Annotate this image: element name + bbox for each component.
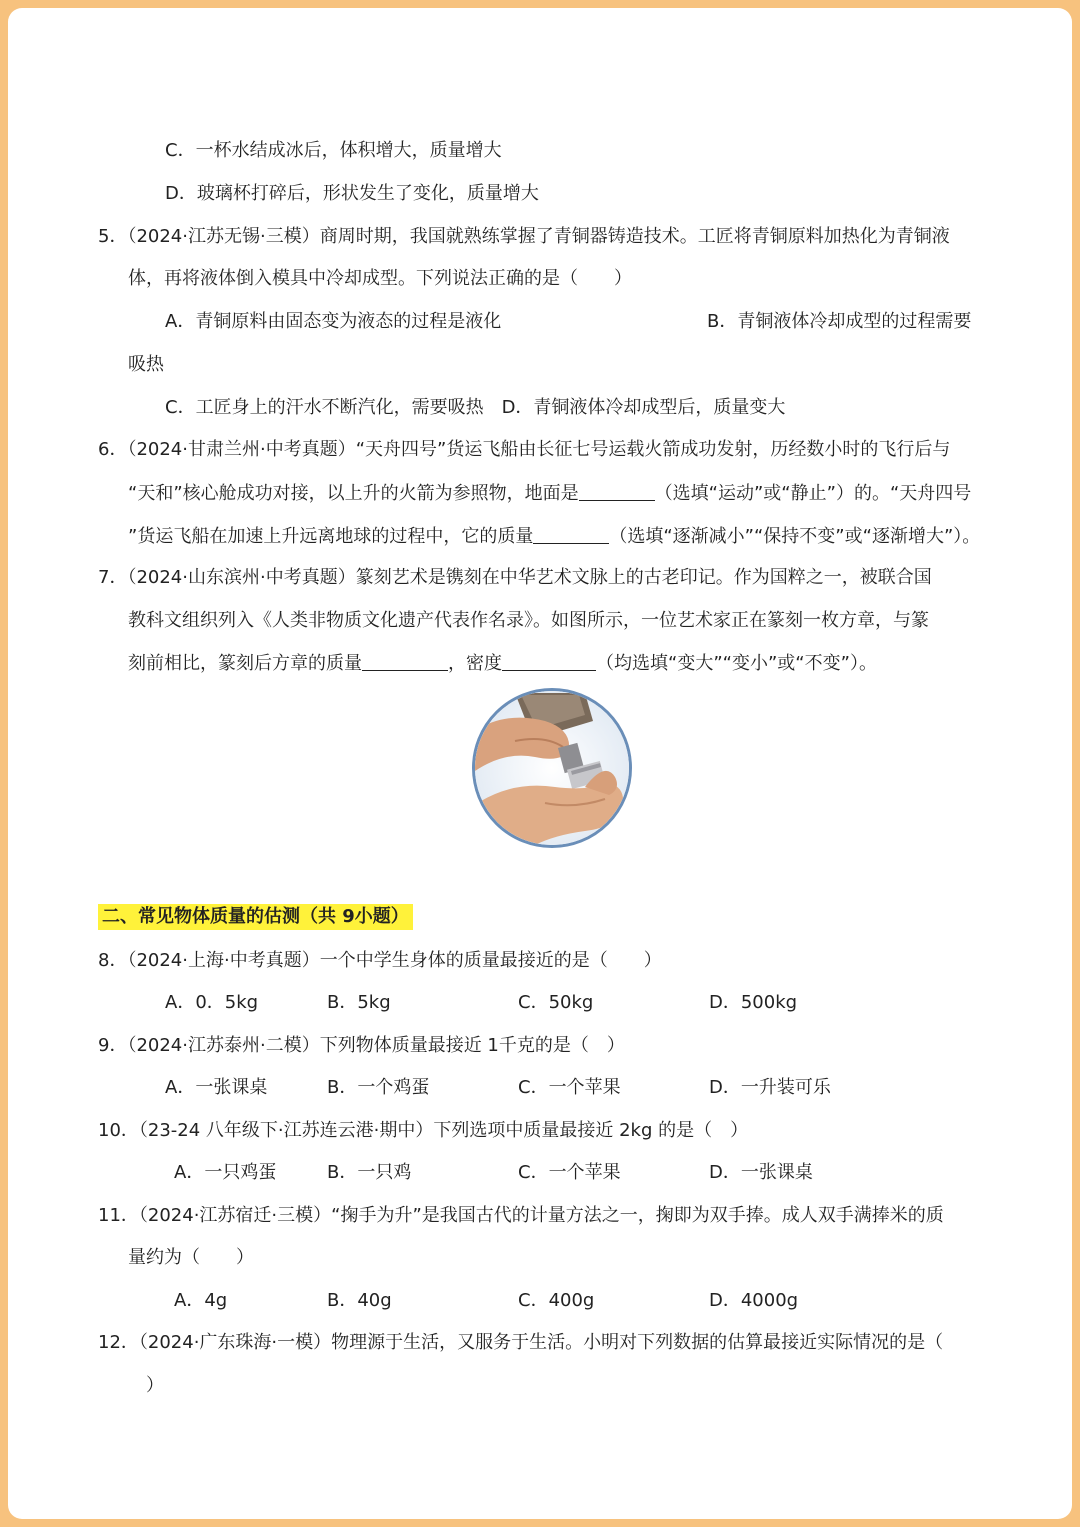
q9-option-d[interactable]: D．一升装可乐 bbox=[709, 1077, 831, 1098]
seal-carving-illustration bbox=[475, 691, 629, 845]
q10-option-a[interactable]: A．一只鸡蛋 bbox=[174, 1162, 277, 1183]
q11-stem-line2: 量约为（ ） bbox=[128, 1247, 254, 1268]
q11-option-a[interactable]: A．4g bbox=[174, 1290, 228, 1311]
q6-line3-text-b: （选填“逐渐减小”“保持不变”或“逐渐增大”）。 bbox=[609, 526, 981, 547]
q5-stem-line1: 5．（2024·江苏无锡·三模）商周时期，我国就熟练掌握了青铜器铸造技术。工匠将青铜原料加热化为青铜液 bbox=[98, 226, 950, 247]
q5-option-b: B．青铜液体冷却成型的过程需要 bbox=[707, 311, 972, 332]
q7-stem-line1: 7．（2024·山东滨州·中考真题）篆刻艺术是镌刻在中华艺术文脉上的古老印记。作为国粹之一，被联合国 bbox=[98, 567, 932, 588]
q5-option-a: A．青铜原料由固态变为液态的过程是液化 bbox=[165, 311, 502, 332]
q6-answer-blank-2[interactable] bbox=[533, 523, 609, 544]
q7-answer-blank-mass[interactable] bbox=[362, 650, 448, 671]
q10-option-b[interactable]: B．一只鸡 bbox=[327, 1162, 412, 1183]
q7-answer-blank-density[interactable] bbox=[502, 650, 596, 671]
q5-options-cd: C．工匠身上的汗水不断汽化，需要吸热 D．青铜液体冷却成型后，质量变大 bbox=[165, 397, 786, 418]
q11-stem-line1: 11．（2024·江苏宿迁·三模）“掬手为升”是我国古代的计量方法之一，掬即为双手捧。成人双手满捧米的质 bbox=[98, 1205, 944, 1226]
q12-stem-line2: ） bbox=[146, 1375, 164, 1396]
q6-line2-text-a: “天和”核心舱成功对接，以上升的火箭为参照物，地面是 bbox=[128, 483, 579, 504]
q7-stem-line3 bbox=[128, 650, 877, 677]
q8-stem: 8．（2024·上海·中考真题）一个中学生身体的质量最接近的是（ ） bbox=[98, 950, 662, 971]
q10-stem: 10．（23-24 八年级下·江苏连云港·期中）下列选项中质量最接近 2kg 的是（ ） bbox=[98, 1120, 749, 1141]
q9-option-c[interactable]: C．一个苹果 bbox=[518, 1077, 621, 1098]
q12-stem-line1: 12．（2024·广东珠海·一模）物理源于生活，又服务于生活。小明对下列数据的估算最接近实际情况的是（ bbox=[98, 1332, 944, 1353]
q6-stem-line3 bbox=[128, 523, 980, 550]
seal-carving-photo bbox=[472, 688, 632, 848]
q8-option-a[interactable]: A．0．5kg bbox=[165, 992, 259, 1013]
q11-option-b[interactable]: B．40g bbox=[327, 1290, 392, 1311]
q7-line3-text-b: ，密度 bbox=[448, 653, 502, 674]
q6-stem-line1: 6．（2024·甘肃兰州·中考真题）“天舟四号”货运飞船由长征七号运载火箭成功发射，历经数小时的飞行后与 bbox=[98, 439, 951, 460]
q10-option-c[interactable]: C．一个苹果 bbox=[518, 1162, 621, 1183]
q9-option-b[interactable]: B．一个鸡蛋 bbox=[327, 1077, 430, 1098]
q6-line3-text-a: ”货运飞船在加速上升远离地球的过程中，它的质量 bbox=[128, 526, 534, 547]
q8-option-b[interactable]: B．5kg bbox=[327, 992, 391, 1013]
q9-stem: 9．（2024·江苏泰州·二模）下列物体质量最接近 1千克的是（ ） bbox=[98, 1035, 625, 1056]
q7-line3-text-a: 刻前相比，篆刻后方章的质量 bbox=[128, 653, 362, 674]
q8-option-c[interactable]: C．50kg bbox=[518, 992, 594, 1013]
q5-stem-line2: 体，再将液体倒入模具中冷却成型。下列说法正确的是（ ） bbox=[128, 268, 632, 289]
q7-stem-line2: 教科文组织列入《人类非物质文化遗产代表作名录》。如图所示，一位艺术家正在篆刻一枚方章，与篆 bbox=[128, 610, 929, 631]
q5-option-b-continued: 吸热 bbox=[128, 354, 164, 375]
q6-stem-line2 bbox=[128, 480, 971, 507]
q4-option-c: C．一杯水结成冰后，体积增大，质量增大 bbox=[165, 140, 502, 161]
q6-answer-blank-1[interactable] bbox=[579, 480, 655, 501]
q11-option-c[interactable]: C．400g bbox=[518, 1290, 595, 1311]
q11-option-d[interactable]: D．4000g bbox=[709, 1290, 799, 1311]
q9-option-a[interactable]: A．一张课桌 bbox=[165, 1077, 268, 1098]
worksheet-page bbox=[8, 8, 1072, 1519]
q8-option-d[interactable]: D．500kg bbox=[709, 992, 798, 1013]
section-2-title: 二、常见物体质量的估测（共 9小题） bbox=[98, 904, 413, 930]
q4-option-d: D．玻璃杯打碎后，形状发生了变化，质量增大 bbox=[165, 183, 539, 204]
q7-line3-text-c: （均选填“变大”“变小”或“不变”）。 bbox=[596, 653, 877, 674]
q10-option-d[interactable]: D．一张课桌 bbox=[709, 1162, 813, 1183]
q6-line2-text-b: （选填“运动”或“静止”）的。“天舟四号 bbox=[654, 483, 972, 504]
